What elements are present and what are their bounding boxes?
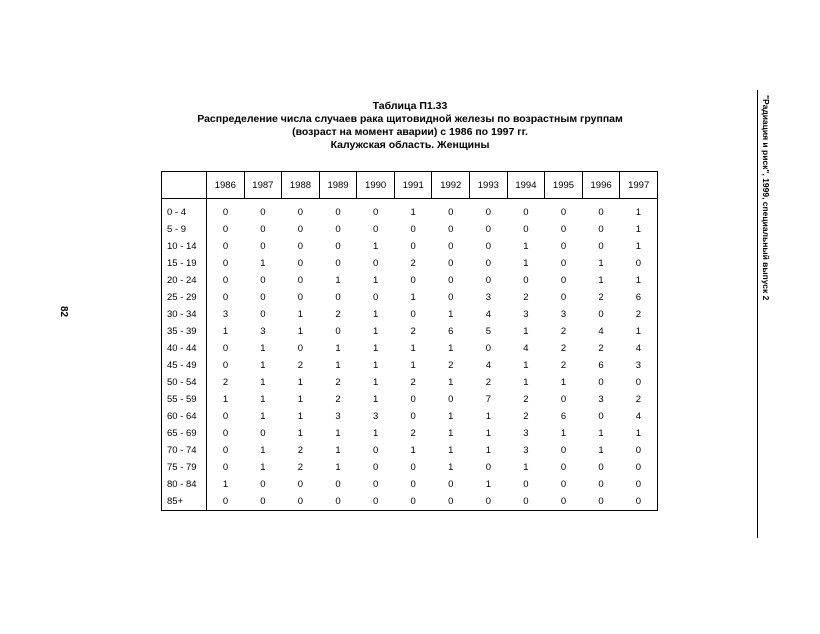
case-count-cell: 0 [222, 224, 229, 235]
case-count-cell: 0 [297, 224, 304, 235]
age-group-label: 80 - 84 [162, 476, 207, 493]
case-count-cell: 1 [335, 343, 341, 354]
case-count-cell: 0 [260, 309, 266, 320]
case-count-cell: 1 [260, 394, 266, 405]
case-count-cell: 0 [598, 411, 604, 422]
table-row [162, 199, 658, 222]
case-count-cell: 0 [620, 459, 658, 476]
case-count-cell: 0 [260, 207, 266, 218]
case-count-cell: 0 [448, 292, 454, 303]
case-count-cell: 0 [410, 479, 416, 490]
table-row [162, 323, 658, 340]
case-count-cell: 1 [297, 309, 304, 320]
case-count-cell: 1 [372, 377, 379, 388]
case-count-cell: 1 [598, 258, 604, 269]
case-count-cell: 0 [620, 493, 658, 511]
case-count-cell: 2 [448, 360, 454, 371]
case-count-cell: 0 [410, 241, 416, 252]
year-header-1990: 1990 [357, 172, 395, 199]
case-count-cell: 2 [410, 326, 416, 337]
case-count-cell: 0 [297, 241, 304, 252]
case-count-cell: 1 [260, 343, 266, 354]
case-count-cell: 1 [335, 445, 341, 456]
year-header-1996: 1996 [582, 172, 620, 199]
year-header-1988: 1988 [282, 172, 320, 199]
case-count-cell: 1 [372, 360, 379, 371]
case-count-cell: 0 [335, 479, 341, 490]
case-count-cell: 0 [560, 224, 567, 235]
case-count-cell: 0 [335, 326, 341, 337]
case-count-cell: 0 [448, 479, 454, 490]
case-count-cell: 2 [335, 309, 341, 320]
case-count-cell: 0 [485, 275, 491, 286]
case-count-cell: 0 [372, 207, 379, 218]
case-count-cell: 0 [448, 258, 454, 269]
case-count-cell: 0 [485, 343, 491, 354]
case-count-cell: 3 [260, 326, 266, 337]
case-count-cell: 0 [222, 428, 229, 439]
case-count-cell: 2 [485, 377, 491, 388]
case-count-cell: 1 [598, 445, 604, 456]
case-count-cell: 1 [410, 360, 416, 371]
case-count-cell: 6 [598, 360, 604, 371]
age-group-label: 10 - 14 [162, 238, 207, 255]
case-count-cell: 0 [260, 275, 266, 286]
case-count-cell: 0 [335, 258, 341, 269]
case-count-cell: 0 [260, 479, 266, 490]
case-count-cell: 0 [335, 207, 341, 218]
year-header-1995: 1995 [545, 172, 583, 199]
case-count-cell: 1 [620, 425, 658, 442]
case-count-cell: 0 [410, 394, 416, 405]
table-subtitle-line-3: Калужская область. Женщины [330, 139, 490, 151]
running-header-text: "Радиация и риск", 1999, специальный выпуск 2 [761, 95, 771, 301]
case-count-cell: 0 [448, 394, 454, 405]
case-count-cell: 1 [620, 323, 658, 340]
case-count-cell: 1 [297, 326, 304, 337]
case-count-cell: 0 [297, 207, 304, 218]
table-caption [160, 100, 660, 152]
case-count-cell: 0 [319, 493, 357, 511]
case-count-cell: 0 [282, 493, 320, 511]
case-count-cell: 0 [560, 275, 567, 286]
table-body [162, 199, 658, 511]
case-count-cell: 3 [598, 394, 604, 405]
case-count-cell: 5 [485, 326, 491, 337]
age-group-label: 65 - 69 [162, 425, 207, 442]
case-count-cell: 6 [620, 289, 658, 306]
case-count-cell: 0 [523, 479, 529, 490]
case-count-cell: 0 [372, 479, 379, 490]
case-count-cell: 1 [372, 394, 379, 405]
case-count-cell: 0 [335, 241, 341, 252]
case-count-cell: 0 [260, 241, 266, 252]
year-header-1986: 1986 [207, 172, 245, 199]
case-count-cell: 0 [470, 493, 508, 511]
case-count-cell: 3 [335, 411, 341, 422]
case-count-cell: 2 [523, 411, 529, 422]
case-count-cell: 1 [598, 428, 604, 439]
age-group-label: 75 - 79 [162, 459, 207, 476]
case-count-cell: 0 [297, 479, 304, 490]
age-group-label: 15 - 19 [162, 255, 207, 272]
table-row [162, 289, 658, 306]
case-count-cell: 0 [222, 292, 229, 303]
case-count-cell: 2 [620, 306, 658, 323]
case-count-cell: 0 [598, 224, 604, 235]
case-count-cell: 4 [598, 326, 604, 337]
case-count-cell: 1 [620, 272, 658, 289]
case-count-cell: 2 [335, 377, 341, 388]
case-count-cell: 0 [394, 493, 432, 511]
case-count-cell: 1 [335, 275, 341, 286]
case-count-cell: 4 [523, 343, 529, 354]
case-count-cell: 2 [335, 394, 341, 405]
case-count-cell: 0 [335, 292, 341, 303]
table-title: Таблица П1.33 [372, 100, 448, 112]
case-count-cell: 2 [560, 343, 567, 354]
age-group-label: 45 - 49 [162, 357, 207, 374]
case-count-cell: 0 [598, 207, 604, 218]
case-count-cell: 1 [410, 445, 416, 456]
case-count-cell: 1 [222, 326, 229, 337]
case-count-cell: 0 [222, 445, 229, 456]
case-count-cell: 0 [560, 292, 567, 303]
case-count-cell: 2 [560, 326, 567, 337]
case-count-cell: 3 [372, 411, 379, 422]
case-count-cell: 4 [620, 340, 658, 357]
case-count-cell: 1 [448, 462, 454, 473]
case-count-cell: 1 [448, 343, 454, 354]
table-row [162, 374, 658, 391]
case-count-cell: 1 [523, 241, 529, 252]
case-count-cell: 0 [222, 360, 229, 371]
case-count-cell: 2 [598, 343, 604, 354]
case-count-cell: 0 [485, 462, 491, 473]
table-header-row [162, 172, 658, 199]
case-count-cell: 0 [372, 292, 379, 303]
case-count-cell: 0 [448, 207, 454, 218]
case-count-cell: 1 [297, 428, 304, 439]
case-count-cell: 1 [523, 462, 529, 473]
case-count-cell: 0 [335, 224, 341, 235]
case-count-cell: 1 [560, 428, 567, 439]
case-count-cell: 1 [222, 479, 229, 490]
case-count-cell: 0 [297, 275, 304, 286]
case-count-cell: 1 [485, 479, 491, 490]
case-count-cell: 0 [222, 462, 229, 473]
case-count-cell: 1 [372, 309, 379, 320]
case-count-cell: 2 [297, 462, 304, 473]
case-count-cell: 3 [620, 357, 658, 374]
case-count-cell: 0 [297, 343, 304, 354]
case-count-cell: 3 [523, 428, 529, 439]
case-count-cell: 2 [523, 292, 529, 303]
case-count-cell: 1 [260, 445, 266, 456]
case-count-cell: 1 [260, 411, 266, 422]
case-count-cell: 1 [523, 377, 529, 388]
table-row [162, 340, 658, 357]
age-group-label: 50 - 54 [162, 374, 207, 391]
case-count-cell: 1 [410, 207, 416, 218]
case-count-cell: 0 [448, 275, 454, 286]
case-count-cell: 2 [410, 428, 416, 439]
case-count-cell: 4 [620, 408, 658, 425]
case-count-cell: 1 [260, 462, 266, 473]
running-header-rule [757, 90, 758, 538]
case-count-cell: 6 [448, 326, 454, 337]
table-row [162, 306, 658, 323]
case-count-cell: 2 [297, 445, 304, 456]
case-count-cell: 0 [485, 207, 491, 218]
age-group-label: 40 - 44 [162, 340, 207, 357]
case-count-cell: 4 [485, 360, 491, 371]
case-count-cell: 2 [560, 360, 567, 371]
case-count-cell: 0 [222, 241, 229, 252]
case-count-cell: 1 [335, 360, 341, 371]
case-count-cell: 0 [560, 207, 567, 218]
case-count-cell: 1 [297, 394, 304, 405]
case-count-cell: 1 [523, 360, 529, 371]
case-count-cell: 1 [260, 258, 266, 269]
case-count-cell: 1 [598, 275, 604, 286]
case-count-cell: 0 [372, 445, 379, 456]
case-count-cell: 0 [545, 493, 583, 511]
case-count-cell: 1 [260, 360, 266, 371]
case-count-cell: 1 [448, 309, 454, 320]
case-count-cell: 1 [297, 411, 304, 422]
case-count-cell: 7 [485, 394, 491, 405]
case-count-cell: 0 [410, 411, 416, 422]
table-row [162, 442, 658, 459]
case-count-cell: 0 [582, 493, 620, 511]
case-count-cell: 0 [297, 292, 304, 303]
case-count-cell: 1 [297, 377, 304, 388]
case-count-cell: 1 [222, 394, 229, 405]
table-row [162, 357, 658, 374]
case-count-cell: 0 [523, 207, 529, 218]
case-count-cell: 0 [222, 207, 229, 218]
case-count-cell: 1 [372, 275, 379, 286]
case-count-cell: 1 [485, 428, 491, 439]
case-count-cell: 0 [244, 493, 282, 511]
case-count-cell: 3 [523, 445, 529, 456]
case-count-cell: 1 [620, 238, 658, 255]
case-count-cell: 1 [372, 241, 379, 252]
table-row [162, 221, 658, 238]
case-count-cell: 1 [372, 428, 379, 439]
case-count-cell: 1 [620, 221, 658, 238]
year-header-1992: 1992 [432, 172, 470, 199]
case-count-cell: 2 [598, 292, 604, 303]
case-count-cell: 0 [620, 476, 658, 493]
case-count-cell: 2 [222, 377, 229, 388]
case-count-cell: 0 [372, 258, 379, 269]
case-count-cell: 1 [448, 445, 454, 456]
age-group-label: 0 - 4 [162, 199, 207, 222]
case-count-cell: 0 [598, 479, 604, 490]
case-count-cell: 0 [485, 241, 491, 252]
table-row [162, 255, 658, 272]
year-header-1989: 1989 [319, 172, 357, 199]
case-count-cell: 2 [523, 394, 529, 405]
case-count-cell: 0 [410, 462, 416, 473]
case-count-cell: 0 [207, 493, 245, 511]
case-count-cell: 0 [222, 258, 229, 269]
case-count-cell: 0 [560, 445, 567, 456]
case-count-cell: 1 [448, 411, 454, 422]
table-row [162, 272, 658, 289]
case-count-cell: 0 [260, 292, 266, 303]
table-row [162, 408, 658, 425]
case-count-cell: 0 [560, 241, 567, 252]
case-count-cell: 2 [620, 391, 658, 408]
year-header-1987: 1987 [244, 172, 282, 199]
case-count-cell: 0 [410, 309, 416, 320]
case-count-cell: 3 [222, 309, 229, 320]
case-count-cell: 1 [410, 292, 416, 303]
case-count-cell: 1 [560, 377, 567, 388]
age-group-label: 30 - 34 [162, 306, 207, 323]
case-count-cell: 0 [598, 241, 604, 252]
age-group-label: 20 - 24 [162, 272, 207, 289]
year-header-1991: 1991 [394, 172, 432, 199]
case-count-cell: 0 [448, 241, 454, 252]
case-count-cell: 0 [297, 258, 304, 269]
case-count-cell: 6 [560, 411, 567, 422]
case-count-cell: 0 [620, 374, 658, 391]
case-count-cell: 1 [335, 428, 341, 439]
case-count-cell: 1 [372, 326, 379, 337]
age-group-label: 55 - 59 [162, 391, 207, 408]
case-count-cell: 0 [260, 224, 266, 235]
case-count-cell: 1 [260, 377, 266, 388]
age-group-label: 60 - 64 [162, 408, 207, 425]
case-count-cell: 1 [485, 445, 491, 456]
table-subtitle-line-1: Распределение числа случаев рака щитовидной железы по возрастным группам [197, 113, 623, 125]
case-count-cell: 0 [507, 493, 545, 511]
age-group-label: 25 - 29 [162, 289, 207, 306]
year-header-1994: 1994 [507, 172, 545, 199]
case-count-cell: 0 [410, 224, 416, 235]
page-number: 82 [58, 305, 70, 318]
age-group-label: 85+ [162, 493, 207, 511]
case-count-cell: 0 [448, 224, 454, 235]
case-count-cell: 2 [297, 360, 304, 371]
table-corner-cell [162, 172, 207, 199]
year-header-1997: 1997 [620, 172, 658, 199]
age-group-label: 35 - 39 [162, 323, 207, 340]
case-count-cell: 1 [485, 411, 491, 422]
case-count-cell: 3 [560, 309, 567, 320]
case-count-cell: 0 [432, 493, 470, 511]
case-count-cell: 0 [560, 258, 567, 269]
case-count-cell: 1 [335, 462, 341, 473]
case-count-cell: 0 [523, 275, 529, 286]
case-count-cell: 0 [620, 255, 658, 272]
case-count-cell: 0 [485, 224, 491, 235]
case-count-cell: 0 [560, 394, 567, 405]
case-count-cell: 0 [222, 343, 229, 354]
table-row [162, 238, 658, 255]
table-row [162, 425, 658, 442]
case-count-cell: 0 [598, 309, 604, 320]
case-count-cell: 1 [620, 199, 658, 222]
age-group-label: 5 - 9 [162, 221, 207, 238]
case-count-cell: 1 [523, 258, 529, 269]
case-count-cell: 0 [598, 462, 604, 473]
case-count-cell: 0 [222, 411, 229, 422]
case-count-cell: 0 [598, 377, 604, 388]
cases-table [161, 171, 658, 511]
case-count-cell: 3 [523, 309, 529, 320]
case-count-cell: 1 [410, 343, 416, 354]
case-count-cell: 0 [560, 462, 567, 473]
case-count-cell: 4 [485, 309, 491, 320]
year-header-1993: 1993 [470, 172, 508, 199]
case-count-cell: 0 [357, 493, 395, 511]
case-count-cell: 2 [410, 377, 416, 388]
case-count-cell: 1 [523, 326, 529, 337]
table-row [162, 493, 658, 511]
case-count-cell: 3 [485, 292, 491, 303]
table-subtitle-line-2: (возраст на момент аварии) с 1986 по 1997 гг. [292, 126, 528, 138]
case-count-cell: 0 [260, 428, 266, 439]
age-group-label: 70 - 74 [162, 442, 207, 459]
case-count-cell: 0 [372, 462, 379, 473]
table-row [162, 476, 658, 493]
case-count-cell: 1 [372, 343, 379, 354]
table-row [162, 391, 658, 408]
case-count-cell: 0 [372, 224, 379, 235]
case-count-cell: 0 [560, 479, 567, 490]
case-count-cell: 0 [523, 224, 529, 235]
case-count-cell: 0 [222, 275, 229, 286]
case-count-cell: 1 [448, 377, 454, 388]
case-count-cell: 0 [485, 258, 491, 269]
case-count-cell: 0 [410, 275, 416, 286]
case-count-cell: 0 [620, 442, 658, 459]
table-row [162, 459, 658, 476]
case-count-cell: 2 [410, 258, 416, 269]
case-count-cell: 1 [448, 428, 454, 439]
